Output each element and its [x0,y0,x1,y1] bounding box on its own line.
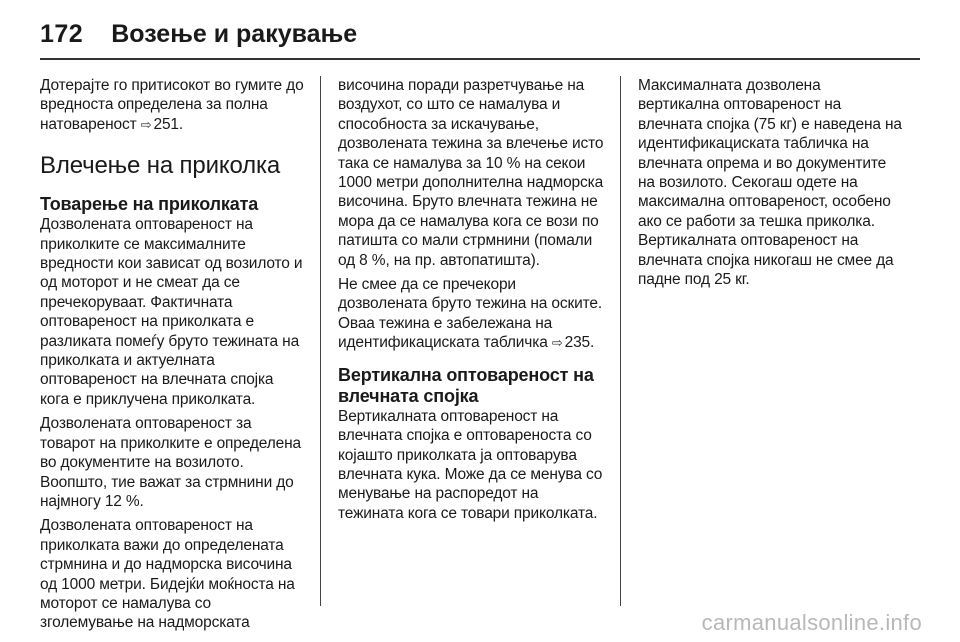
paragraph: Дозволената оптовареност за товарот на приколките е определена во документите на возилото. Воопшто, тие важат за стрмнини до најмногу 12 %. [40,415,301,510]
page-reference[interactable]: 235. [564,334,595,352]
column-1 [40,76,306,638]
header-rule [40,58,920,60]
page-header [40,14,357,54]
paragraph: височина поради разретчување на воздухот, со што се намалува и способноста за искачување, дозволената тежина за влечење исто така се намалува за 10 % на секои 1000 метри дополнителна надморска височина. Бруто влечната тежина не мора да се намалува кога се вози по патишта со мали стрмнини (помали од 8 %, на пр. автопатишта). [338,77,604,269]
column-3 [638,76,904,294]
paragraph: Вертикалната оптовареност на влечната спојка е оптовареноста со којашто приколката ја оптоварува влечната кука. Може да се менува со менување на распоредот на тежината кога се товари приколката. [338,407,603,522]
column-divider [320,76,321,606]
watermark: carmanualsonline.info [701,610,922,635]
paragraph: Не смее да се пречекори дозволената бруто тежина на оските. Оваа тежина е забележана на идентификациската табличка ⇨ 235. [338,276,603,352]
column-2 [338,76,604,528]
heading-vertical-load: Вертикална оптовареност на влечната спојка [338,364,594,406]
column-divider [620,76,621,606]
paragraph: Дозволената оптовареност на приколките се максималните вредности кои зависат од возилото и од моторот и не смеат да се пречекоруваат. Фактичната оптовареност на приколката е разликата помеѓу бруто тежината на приколката и актуелната оптовареност на влечната спојка кога е приклучена приколката. [40,216,303,408]
paragraph: Дозволената оптовареност на приколката важи до определената стрмнина и до надморска височина од 1000 метри. Бидејќи моќноста на моторот се намалува со зголемување на надморската [40,517,295,632]
heading-trailer-towing: Влечење на приколка [40,152,281,180]
intro-paragraph: Дотерајте го притисокот во гумите до вредноста определена за полна натовареност ⇨ 251. [40,77,304,133]
page-number: 172 [40,19,84,48]
page-reference-icon: ⇨ [551,335,563,351]
section-title: Возење и ракување [111,19,358,48]
paragraph: Максималната дозволена вертикална оптовареност на влечната спојка (75 кг) е наведена на идентификациската табличка на влечната опрема и во документите на возилото. Секогаш одете на максимална оптовареност, особено ако се работи за тешка приколка. Вертикалната оптовареност на влечната спојка никогаш не смее да падне под 25 кг. [638,77,902,289]
heading-trailer-loading: Товарење на приколката [40,194,259,215]
page-reference[interactable]: 251. [153,115,184,133]
page-reference-icon: ⇨ [140,116,152,132]
